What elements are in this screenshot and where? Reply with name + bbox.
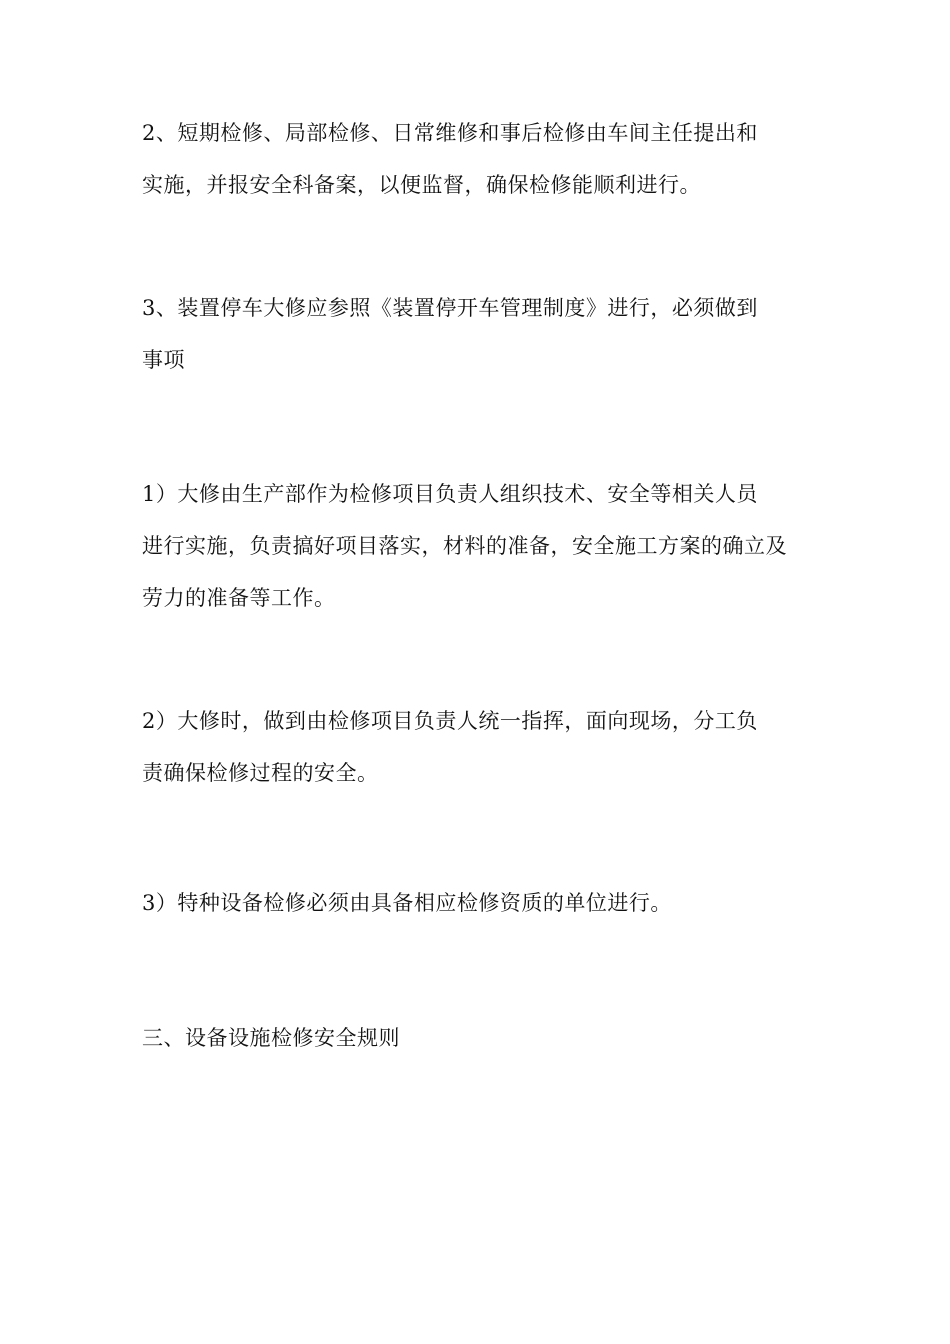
paragraph-line: 1）大修由生产部作为检修项目负责人组织技术、安全等相关人员 <box>142 482 758 506</box>
paragraph-line: 进行实施，负责搞好项目落实，材料的准备，安全施工方案的确立及 <box>142 534 787 558</box>
paragraph-item-3 <box>142 877 822 929</box>
paragraph-line: 事项 <box>142 348 185 372</box>
paragraph-item-2 <box>142 695 822 799</box>
section-heading <box>142 1012 822 1064</box>
paragraph-line: 3、装置停车大修应参照《装置停开车管理制度》进行，必须做到 <box>142 296 758 320</box>
paragraph-line: 劳力的准备等工作。 <box>142 586 336 610</box>
section-heading-text: 三、设备设施检修安全规则 <box>142 1026 400 1050</box>
paragraph-line: 责确保检修过程的安全。 <box>142 761 379 785</box>
paragraph-line: 3）特种设备检修必须由具备相应检修资质的单位进行。 <box>142 891 672 915</box>
paragraph-short-term-maintenance <box>142 107 822 211</box>
paragraph-line: 实施，并报安全科备案，以便监督，确保检修能顺利进行。 <box>142 173 701 197</box>
paragraph-line: 2）大修时，做到由检修项目负责人统一指挥，面向现场，分工负 <box>142 709 758 733</box>
paragraph-line: 2、短期检修、局部检修、日常维修和事后检修由车间主任提出和 <box>142 121 758 145</box>
paragraph-major-overhaul <box>142 282 822 386</box>
paragraph-item-1 <box>142 468 822 624</box>
